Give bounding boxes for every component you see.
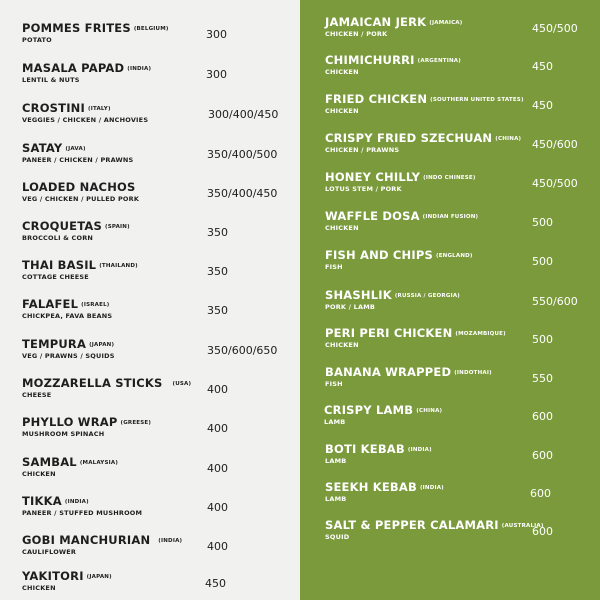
item-origin: (INDIAN FUSION) <box>422 214 479 220</box>
menu-item <box>300 480 600 514</box>
item-description: PORK / LAMB <box>325 303 376 311</box>
item-name: CROQUETAS (SPAIN) <box>22 219 130 233</box>
item-price: 350/400/450 <box>207 187 278 200</box>
item-name: PHYLLO WRAP (GREESE) <box>22 415 152 429</box>
menu-item <box>300 53 600 87</box>
item-name: CRISPY LAMB (CHINA) <box>324 403 443 417</box>
item-name: GOBI MANCHURIAN (INDIA) <box>22 533 183 547</box>
item-origin: (INDIA) <box>158 538 183 544</box>
item-description: VEG / CHICKEN / PULLED PORK <box>22 195 140 203</box>
item-name: JAMAICAN JERK (JAMAICA) <box>325 15 463 29</box>
item-price: 350/400/500 <box>207 148 278 161</box>
item-price: 400 <box>207 422 228 435</box>
menu-item <box>0 494 300 528</box>
item-price: 450 <box>532 60 553 73</box>
item-origin: (INDO CHINESE) <box>423 175 476 181</box>
item-description: POTATO <box>22 36 52 44</box>
item-price: 300 <box>206 68 227 81</box>
item-origin: (RUSSIA / GEORGIA) <box>394 293 460 299</box>
item-name: LOADED NACHOS <box>22 180 136 194</box>
menu-item <box>0 219 300 253</box>
item-name: SEEKH KEBAB (INDIA) <box>325 480 444 494</box>
item-price: 350 <box>207 226 228 239</box>
item-description: FISH <box>325 380 343 388</box>
menu-item <box>0 533 300 567</box>
item-origin: (ARGENTINA) <box>417 58 461 64</box>
item-price: 550/600 <box>532 295 578 308</box>
item-origin: (JAPAN) <box>89 342 115 348</box>
item-name: CROSTINI (ITALY) <box>22 101 111 115</box>
item-price: 450 <box>205 577 226 590</box>
item-description: CHICKEN <box>325 341 359 349</box>
item-price: 600 <box>530 487 551 500</box>
item-price: 600 <box>532 449 553 462</box>
menu-item <box>0 141 300 175</box>
item-origin: (INDIA) <box>407 447 432 453</box>
item-origin: (MOZAMBIQUE) <box>455 331 506 337</box>
item-price: 600 <box>532 525 553 538</box>
item-price: 450/500 <box>532 22 578 35</box>
item-origin: (CHINA) <box>495 136 522 142</box>
item-name: SAMBAL (MALAYSIA) <box>22 455 119 469</box>
item-name: PERI PERI CHICKEN (MOZAMBIQUE) <box>325 326 506 340</box>
item-origin: (AUSTRALIA) <box>501 523 544 529</box>
item-name: MOZZARELLA STICKS (USA) <box>22 376 192 390</box>
item-origin: (INDIA) <box>64 499 89 505</box>
item-description: CAULIFLOWER <box>22 548 77 556</box>
item-description: CHICKEN / PORK <box>325 30 388 38</box>
item-description: CHEESE <box>22 391 52 399</box>
item-origin: (ENGLAND) <box>435 253 473 259</box>
item-name: TEMPURA (JAPAN) <box>22 337 115 351</box>
item-price: 300/400/450 <box>208 108 279 121</box>
item-description: CHICKEN <box>22 584 56 592</box>
item-description: PANEER / STUFFED MUSHROOM <box>22 509 143 517</box>
item-origin: (BELGIUM) <box>133 26 169 32</box>
item-origin: (MALAYSIA) <box>79 460 119 466</box>
item-name: CHIMICHURRI (ARGENTINA) <box>325 53 461 67</box>
item-name: CRISPY FRIED SZECHUAN (CHINA) <box>325 131 522 145</box>
item-origin: (INDIA) <box>419 485 444 491</box>
item-origin: (THAILAND) <box>99 263 138 269</box>
menu-item <box>0 180 300 214</box>
item-name: SATAY (JAVA) <box>22 141 86 155</box>
menu-item <box>300 442 600 476</box>
menu-item <box>300 326 600 360</box>
item-origin: (INDIA) <box>127 66 152 72</box>
item-description: LAMB <box>325 457 347 465</box>
item-price: 450 <box>532 99 553 112</box>
item-price: 450/500 <box>532 177 578 190</box>
menu-item <box>0 455 300 489</box>
menu-item <box>300 403 600 437</box>
menu-item <box>300 15 600 49</box>
menu-item <box>0 415 300 449</box>
item-name: YAKITORI (JAPAN) <box>22 569 112 583</box>
item-price: 400 <box>207 501 228 514</box>
menu-item <box>300 518 600 552</box>
item-name: FALAFEL (ISRAEL) <box>22 297 110 311</box>
menu-item <box>0 337 300 371</box>
item-description: LAMB <box>325 495 347 503</box>
menu-item-partial <box>0 0 300 20</box>
item-name: FRIED CHICKEN (SOUTHERN UNITED STATES) <box>325 92 524 106</box>
menu-item <box>0 101 300 135</box>
item-description: BROCCOLI & CORN <box>22 234 94 242</box>
item-name: THAI BASIL (THAILAND) <box>22 258 138 272</box>
item-description: FISH <box>325 263 343 271</box>
item-origin: (USA) <box>172 381 192 387</box>
menu-item <box>300 170 600 204</box>
item-origin: (JAPAN) <box>86 574 112 580</box>
item-description: LENTIL & NUTS <box>22 76 80 84</box>
item-description: MUSHROOM SPINACH <box>22 430 105 438</box>
item-name: TIKKA (INDIA) <box>22 494 89 508</box>
item-origin: (INDOTHAI) <box>454 370 492 376</box>
menu-item <box>300 131 600 165</box>
item-origin: (CHINA) <box>416 408 443 414</box>
item-description: CHICKEN <box>325 68 359 76</box>
item-description: LOTUS STEM / PORK <box>325 185 402 193</box>
item-name: FISH AND CHIPS (ENGLAND) <box>325 248 473 262</box>
item-origin: (JAVA) <box>65 146 86 152</box>
item-origin: (JAMAICA) <box>429 20 463 26</box>
item-description: VEGGIES / CHICKEN / ANCHOVIES <box>22 116 149 124</box>
right-menu-column <box>300 0 600 600</box>
item-origin: (SPAIN) <box>104 224 130 230</box>
item-name: SALT & PEPPER CALAMARI (AUSTRALIA) <box>325 518 544 532</box>
item-description: SQUID <box>325 533 350 541</box>
menu-item <box>0 376 300 410</box>
menu-item <box>0 258 300 292</box>
item-price: 400 <box>207 540 228 553</box>
menu-item <box>0 21 300 55</box>
item-price: 350 <box>207 265 228 278</box>
item-origin: (SOUTHERN UNITED STATES) <box>430 97 524 103</box>
menu-item <box>0 61 300 95</box>
menu-item <box>300 365 600 399</box>
item-price: 600 <box>532 410 553 423</box>
item-price: 500 <box>532 216 553 229</box>
menu-item <box>0 569 300 600</box>
item-description: CHICKEN <box>22 470 56 478</box>
item-name: HONEY CHILLY (INDO CHINESE) <box>325 170 476 184</box>
item-price: 550 <box>532 372 553 385</box>
item-name: MASALA PAPAD (INDIA) <box>22 61 152 75</box>
item-description: CHICKEN / PRAWNS <box>325 146 400 154</box>
item-description: VEG / PRAWNS / SQUIDS <box>22 352 115 360</box>
item-price: 500 <box>532 255 553 268</box>
item-description: COTTAGE CHEESE <box>22 273 89 281</box>
item-description: CHICKEN <box>325 107 359 115</box>
item-price: 350 <box>207 304 228 317</box>
item-price: 400 <box>207 383 228 396</box>
item-name: WAFFLE DOSA (INDIAN FUSION) <box>325 209 479 223</box>
item-name: BOTI KEBAB (INDIA) <box>325 442 432 456</box>
item-description: CHICKPEA, FAVA BEANS <box>22 312 113 320</box>
item-price: 400 <box>207 462 228 475</box>
menu-item <box>300 209 600 243</box>
item-name: SHASHLIK (RUSSIA / GEORGIA) <box>325 288 460 302</box>
menu-item <box>300 248 600 282</box>
item-origin: (ISRAEL) <box>81 302 110 308</box>
item-price: 300 <box>206 28 227 41</box>
item-origin: (GREESE) <box>120 420 152 426</box>
item-description: CHICKEN <box>325 224 359 232</box>
item-description: PANEER / CHICKEN / PRAWNS <box>22 156 134 164</box>
menu-item <box>300 92 600 126</box>
item-price: 500 <box>532 333 553 346</box>
item-name: BANANA WRAPPED (INDOTHAI) <box>325 365 492 379</box>
item-price: 450/600 <box>532 138 578 151</box>
item-description: LAMB <box>324 418 346 426</box>
menu-item <box>0 297 300 331</box>
item-origin: (ITALY) <box>87 106 111 112</box>
menu-item <box>300 288 600 322</box>
item-name: POMMES FRITES (BELGIUM) <box>22 21 169 35</box>
item-price: 350/600/650 <box>207 344 278 357</box>
